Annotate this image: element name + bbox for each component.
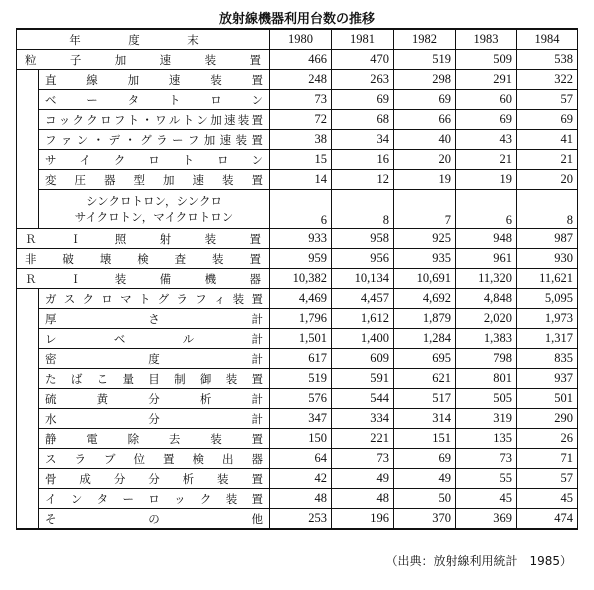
value-cell: 591 — [332, 369, 394, 389]
table-row — [17, 249, 578, 269]
value-cell: 959 — [270, 249, 332, 269]
value-cell: 319 — [456, 409, 517, 429]
value-cell: 69 — [517, 110, 578, 130]
value-cell: 609 — [332, 349, 394, 369]
year-header: 1980 — [270, 29, 332, 50]
value-cell: 150 — [270, 429, 332, 449]
value-cell: 73 — [270, 90, 332, 110]
row-label: た ば こ 量 目 制 御 装 置 — [39, 369, 270, 389]
indent-gutter — [17, 130, 39, 150]
table-row — [17, 90, 578, 110]
value-cell: 11,320 — [456, 269, 517, 289]
value-cell: 45 — [517, 489, 578, 509]
value-cell: 69 — [394, 449, 456, 469]
table-row — [17, 469, 578, 489]
value-cell: 930 — [517, 249, 578, 269]
row-label: 非 破 壊 検 査 装 置 — [17, 249, 270, 269]
table-row — [17, 309, 578, 329]
value-cell: 16 — [332, 150, 394, 170]
value-cell: 519 — [270, 369, 332, 389]
indent-gutter — [17, 170, 39, 190]
value-cell: 8 — [332, 190, 394, 229]
row-label: サ イ ク ロ ト ロ ン — [39, 150, 270, 170]
value-cell: 49 — [394, 469, 456, 489]
value-cell: 322 — [517, 70, 578, 90]
table-row — [17, 170, 578, 190]
value-cell: 925 — [394, 229, 456, 249]
indent-gutter — [17, 469, 39, 489]
value-cell: 72 — [270, 110, 332, 130]
value-cell: 135 — [456, 429, 517, 449]
value-cell: 519 — [394, 50, 456, 70]
value-cell: 10,134 — [332, 269, 394, 289]
value-cell: 1,612 — [332, 309, 394, 329]
row-label: そ の 他 — [39, 509, 270, 530]
value-cell: 958 — [332, 229, 394, 249]
value-cell: 501 — [517, 389, 578, 409]
row-label: 粒 子 加 速 装 置 — [17, 50, 270, 70]
value-cell: 987 — [517, 229, 578, 249]
row-label: 厚 さ 計 — [39, 309, 270, 329]
value-cell: 69 — [394, 90, 456, 110]
indent-gutter — [17, 110, 39, 130]
value-cell: 505 — [456, 389, 517, 409]
row-label: シンクロトロン，シンクロ サイクロトン，マイクロトロン — [39, 190, 270, 229]
value-cell: 466 — [270, 50, 332, 70]
table-row — [17, 229, 578, 249]
table-row — [17, 289, 578, 309]
value-cell: 26 — [517, 429, 578, 449]
table-row — [17, 489, 578, 509]
table-row — [17, 110, 578, 130]
value-cell: 937 — [517, 369, 578, 389]
header-row — [17, 29, 578, 50]
value-cell: 1,796 — [270, 309, 332, 329]
value-cell: 798 — [456, 349, 517, 369]
value-cell: 12 — [332, 170, 394, 190]
table-row — [17, 369, 578, 389]
value-cell: 370 — [394, 509, 456, 530]
table-row — [17, 389, 578, 409]
value-cell: 41 — [517, 130, 578, 150]
value-cell: 948 — [456, 229, 517, 249]
value-cell: 6 — [456, 190, 517, 229]
indent-gutter — [17, 90, 39, 110]
row-label: 密 度 計 — [39, 349, 270, 369]
year-header: 1981 — [332, 29, 394, 50]
row-label: 硫 黄 分 析 計 — [39, 389, 270, 409]
value-cell: 48 — [332, 489, 394, 509]
value-cell: 73 — [332, 449, 394, 469]
value-cell: 34 — [332, 130, 394, 150]
row-label: ベ ー タ ト ロ ン — [39, 90, 270, 110]
value-cell: 347 — [270, 409, 332, 429]
row-label: 静 電 除 去 装 置 — [39, 429, 270, 449]
table-title: 放射線機器利用台数の推移 — [218, 12, 375, 27]
value-cell: 45 — [456, 489, 517, 509]
value-cell: 1,284 — [394, 329, 456, 349]
value-cell: 10,382 — [270, 269, 332, 289]
value-cell: 57 — [517, 90, 578, 110]
value-cell: 40 — [394, 130, 456, 150]
value-cell: 11,621 — [517, 269, 578, 289]
value-cell: 55 — [456, 469, 517, 489]
value-cell: 1,400 — [332, 329, 394, 349]
year-header: 1984 — [517, 29, 578, 50]
indent-gutter — [17, 150, 39, 170]
row-label: Ｒ Ｉ 照 射 装 置 — [17, 229, 270, 249]
row-label: ス ラ ブ 位 置 検 出 器 — [39, 449, 270, 469]
indent-gutter — [17, 409, 39, 429]
indent-gutter — [17, 389, 39, 409]
source-note: （出典：放射線利用統計 1985） — [385, 554, 572, 568]
value-cell: 73 — [456, 449, 517, 469]
value-cell: 1,317 — [517, 329, 578, 349]
value-cell: 544 — [332, 389, 394, 409]
value-cell: 933 — [270, 229, 332, 249]
value-cell: 956 — [332, 249, 394, 269]
value-cell: 42 — [270, 469, 332, 489]
value-cell: 7 — [394, 190, 456, 229]
indent-gutter — [17, 70, 39, 90]
value-cell: 38 — [270, 130, 332, 150]
table-row — [17, 50, 578, 70]
table-row — [17, 70, 578, 90]
value-cell: 14 — [270, 170, 332, 190]
row-label: 変 圧 器 型 加 速 装 置 — [39, 170, 270, 190]
row-label: Ｒ Ｉ 装 備 機 器 — [17, 269, 270, 289]
row-label: コ ッ ク ク ロ フ ト ・ ワ ル ト ン 加 速 装 置 — [39, 110, 270, 130]
value-cell: 4,692 — [394, 289, 456, 309]
value-cell: 334 — [332, 409, 394, 429]
indent-gutter — [17, 429, 39, 449]
value-cell: 19 — [456, 170, 517, 190]
value-cell: 621 — [394, 369, 456, 389]
row-label: 水 分 計 — [39, 409, 270, 429]
value-cell: 1,501 — [270, 329, 332, 349]
table-row — [17, 190, 578, 229]
value-cell: 43 — [456, 130, 517, 150]
value-cell: 68 — [332, 110, 394, 130]
value-cell: 253 — [270, 509, 332, 530]
value-cell: 66 — [394, 110, 456, 130]
table-row — [17, 130, 578, 150]
indent-gutter — [17, 449, 39, 469]
value-cell: 69 — [332, 90, 394, 110]
value-cell: 20 — [517, 170, 578, 190]
value-cell: 291 — [456, 70, 517, 90]
year-header: 1983 — [456, 29, 517, 50]
value-cell: 961 — [456, 249, 517, 269]
value-cell: 1,973 — [517, 309, 578, 329]
row-label: イ ン タ ー ロ ッ ク 装 置 — [39, 489, 270, 509]
table-row — [17, 429, 578, 449]
indent-gutter — [17, 309, 39, 329]
value-cell: 64 — [270, 449, 332, 469]
value-cell: 5,095 — [517, 289, 578, 309]
value-cell: 71 — [517, 449, 578, 469]
value-cell: 6 — [270, 190, 332, 229]
value-cell: 617 — [270, 349, 332, 369]
value-cell: 248 — [270, 70, 332, 90]
row-label: 骨 成 分 分 析 装 置 — [39, 469, 270, 489]
indent-gutter — [17, 369, 39, 389]
value-cell: 57 — [517, 469, 578, 489]
value-cell: 10,691 — [394, 269, 456, 289]
table-row — [17, 449, 578, 469]
value-cell: 4,848 — [456, 289, 517, 309]
value-cell: 196 — [332, 509, 394, 530]
value-cell: 1,879 — [394, 309, 456, 329]
value-cell: 4,469 — [270, 289, 332, 309]
value-cell: 298 — [394, 70, 456, 90]
table-row — [17, 329, 578, 349]
table-row — [17, 349, 578, 369]
table-row — [17, 269, 578, 289]
indent-gutter — [17, 289, 39, 309]
value-cell: 15 — [270, 150, 332, 170]
value-cell: 290 — [517, 409, 578, 429]
value-cell: 1,383 — [456, 329, 517, 349]
value-cell: 4,457 — [332, 289, 394, 309]
value-cell: 151 — [394, 429, 456, 449]
value-cell: 60 — [456, 90, 517, 110]
table-row — [17, 409, 578, 429]
row-label: レ ベ ル 計 — [39, 329, 270, 349]
year-header: 1982 — [394, 29, 456, 50]
value-cell: 49 — [332, 469, 394, 489]
value-cell: 517 — [394, 389, 456, 409]
value-cell: 470 — [332, 50, 394, 70]
value-cell: 69 — [456, 110, 517, 130]
value-cell: 21 — [517, 150, 578, 170]
value-cell: 2,020 — [456, 309, 517, 329]
value-cell: 935 — [394, 249, 456, 269]
value-cell: 576 — [270, 389, 332, 409]
value-cell: 538 — [517, 50, 578, 70]
row-label: ガ ス ク ロ マ ト グ ラ フ ィ 装 置 — [39, 289, 270, 309]
indent-gutter — [17, 509, 39, 530]
value-cell: 695 — [394, 349, 456, 369]
row-label: 直 線 加 速 装 置 — [39, 70, 270, 90]
value-cell: 263 — [332, 70, 394, 90]
indent-gutter — [17, 349, 39, 369]
row-label: フ ァ ン ・ デ ・ グ ラ ー フ 加 速 装 置 — [39, 130, 270, 150]
table-row — [17, 150, 578, 170]
value-cell: 835 — [517, 349, 578, 369]
value-cell: 20 — [394, 150, 456, 170]
value-cell: 314 — [394, 409, 456, 429]
value-cell: 474 — [517, 509, 578, 530]
value-cell: 48 — [270, 489, 332, 509]
statistics-table — [16, 28, 578, 530]
table-row — [17, 509, 578, 530]
table-body — [17, 29, 578, 529]
value-cell: 509 — [456, 50, 517, 70]
value-cell: 21 — [456, 150, 517, 170]
value-cell: 8 — [517, 190, 578, 229]
value-cell: 801 — [456, 369, 517, 389]
header-label: 年 度 末 — [17, 29, 270, 50]
indent-gutter — [17, 489, 39, 509]
value-cell: 50 — [394, 489, 456, 509]
indent-gutter — [17, 329, 39, 349]
value-cell: 19 — [394, 170, 456, 190]
value-cell: 221 — [332, 429, 394, 449]
indent-gutter — [17, 190, 39, 229]
value-cell: 369 — [456, 509, 517, 530]
